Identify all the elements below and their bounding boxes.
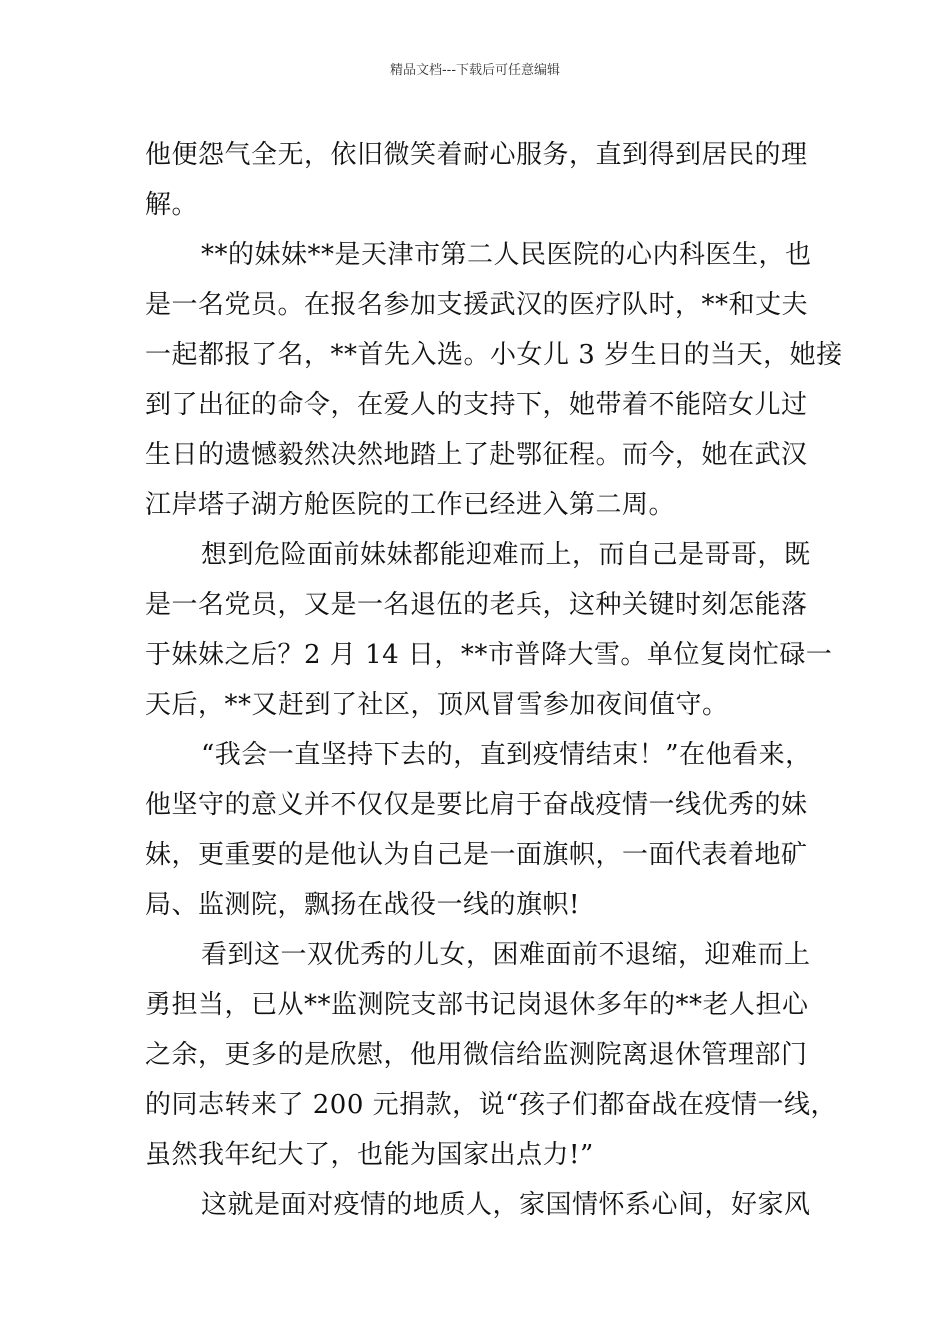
text-line: 是一名党员，又是一名退伍的老兵，这种关键时刻怎能落 bbox=[145, 590, 808, 620]
text-line: **的妹妹**是天津市第二人民医院的心内科医生，也 bbox=[201, 240, 812, 270]
text-line: 他坚守的意义并不仅仅是要比肩于奋战疫情一线优秀的妹 bbox=[145, 790, 808, 820]
paragraph bbox=[145, 1180, 810, 1230]
text-line: 江岸塔子湖方舱医院的工作已经进入第二周。 bbox=[145, 490, 676, 520]
text-line: 天后，**又赶到了社区，顶风冒雪参加夜间值守。 bbox=[145, 690, 729, 720]
page-header: 精品文档---下载后可任意编辑 bbox=[389, 63, 561, 78]
text-line: 之余，更多的是欣慰，他用微信给监测院离退休管理部门 bbox=[145, 1040, 808, 1070]
text-line: 妹，更重要的是他认为自己是一面旗帜，一面代表着地矿 bbox=[145, 840, 808, 870]
text-line: 虽然我年纪大了，也能为国家出点力!” bbox=[145, 1140, 594, 1170]
document-body bbox=[145, 130, 843, 1230]
text-line: 看到这一双优秀的儿女，困难面前不退缩，迎难而上 bbox=[201, 940, 811, 970]
text-line: 生日的遗憾毅然决然地踏上了赴鄂征程。而今，她在武汉 bbox=[145, 440, 808, 470]
paragraph bbox=[145, 530, 833, 730]
paragraph bbox=[145, 130, 810, 230]
text-line: 到了出征的命令，在爱人的支持下，她带着不能陪女儿过 bbox=[145, 390, 808, 420]
text-line: 解。 bbox=[145, 190, 199, 220]
text-line: “我会一直坚持下去的，直到疫情结束！”在他看来， bbox=[201, 740, 812, 770]
text-line: 他便怨气全无，依旧微笑着耐心服务，直到得到居民的理 bbox=[145, 140, 808, 170]
text-line: 于妹妹之后？2 月 14 日，**市普降大雪。单位复岗忙碌一 bbox=[145, 640, 833, 670]
text-line: 是一名党员。在报名参加支援武汉的医疗队时，**和丈夫 bbox=[145, 290, 809, 320]
text-line: 一起都报了名，**首先入选。小女儿 3 岁生日的当天，她接 bbox=[145, 340, 843, 370]
text-line: 想到危险面前妹妹都能迎难而上，而自己是哥哥，既 bbox=[201, 540, 811, 570]
text-line: 的同志转来了 200 元捐款，说“孩子们都奋战在疫情一线， bbox=[145, 1090, 837, 1120]
text-line: 勇担当，已从**监测院支部书记岗退休多年的**老人担心 bbox=[145, 990, 809, 1020]
paragraph bbox=[145, 930, 837, 1180]
paragraph bbox=[145, 730, 810, 930]
text-line: 局、监测院，飘扬在战役一线的旗帜! bbox=[145, 890, 580, 920]
text-line: 这就是面对疫情的地质人，家国情怀系心间，好家风 bbox=[201, 1190, 811, 1220]
paragraph bbox=[145, 230, 843, 530]
